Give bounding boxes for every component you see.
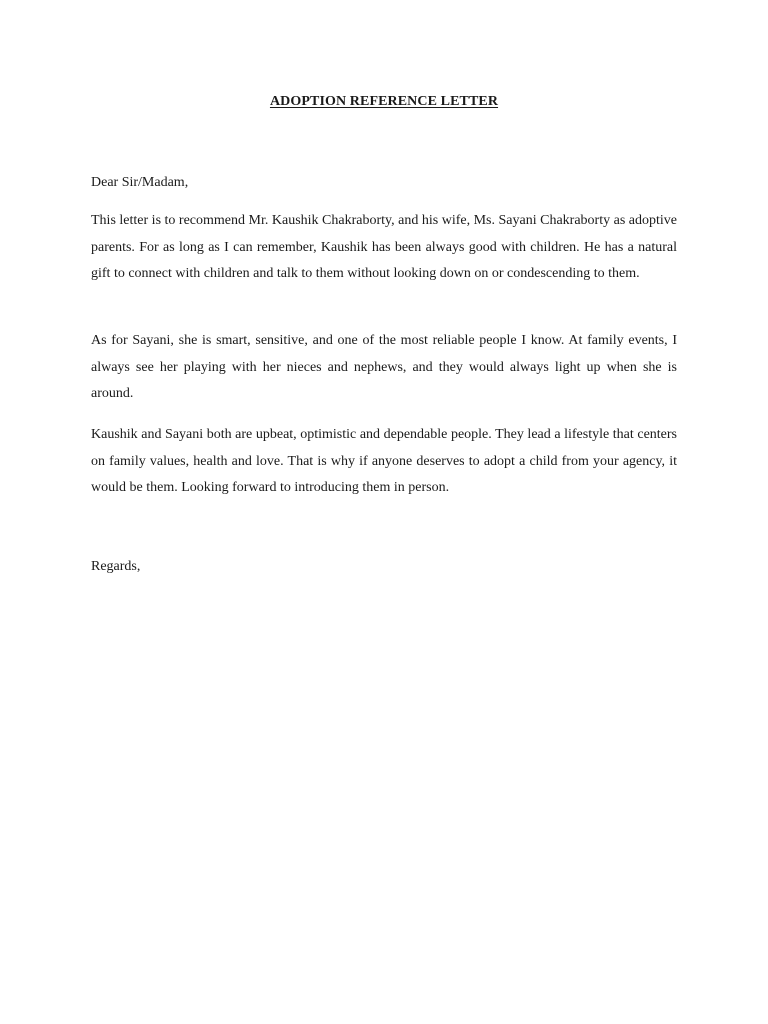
paragraph-recommendation: This letter is to recommend Mr. Kaushik Chakraborty, and his wife, Ms. Sayani Chakraborty as adoptive parents. For as long as I can remember, Kaushik has been always good with children. He has a natural gift to connect with children and talk to them without looking down on or condescending to them. — [91, 213, 677, 281]
paragraph-conclusion: Kaushik and Sayani both are upbeat, optimistic and dependable people. They lead a lifestyle that centers on family values, health and love. That is why if anyone deserves to adopt a child from your agency, it would be them. Looking forward to introducing them in person. — [91, 427, 677, 495]
paragraph-sayani: As for Sayani, she is smart, sensitive, and one of the most reliable people I know. At family events, I always see her playing with her nieces and nephews, and they would always light up when she is around. — [91, 333, 677, 401]
letter-title: ADOPTION REFERENCE LETTER — [269, 94, 499, 109]
salutation: Dear Sir/Madam, — [91, 175, 189, 190]
closing: Regards, — [91, 559, 141, 574]
